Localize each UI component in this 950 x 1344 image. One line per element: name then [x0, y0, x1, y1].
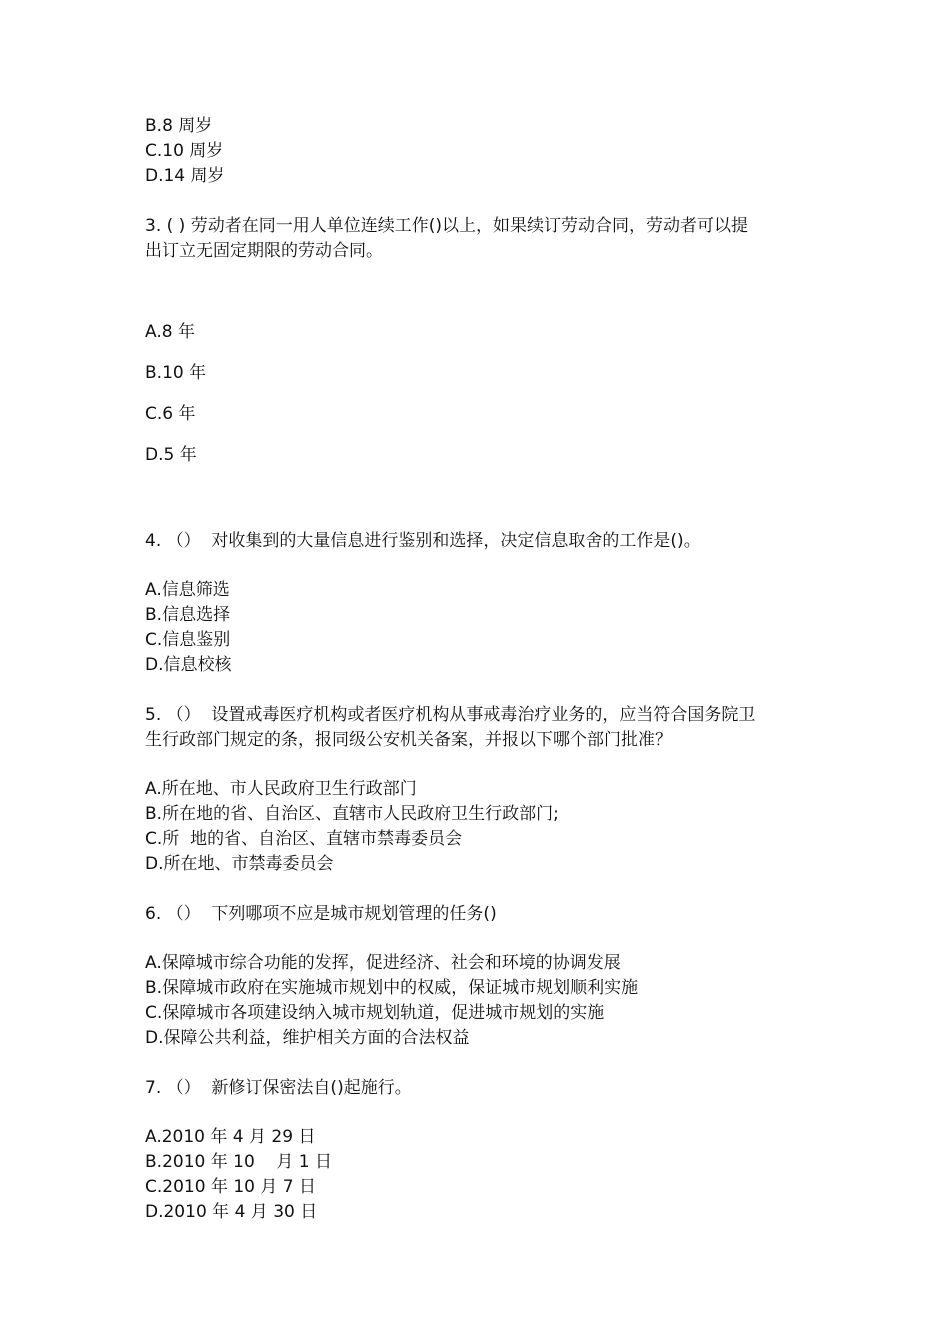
q4-option-a: A.信息筛选 [145, 580, 230, 600]
q5-stem-line2: 生行政部门规定的条，报同级公安机关备案，并报以下哪个部门批准？ [145, 730, 672, 750]
q2-option-c: C.10 周岁 [145, 141, 224, 161]
q5-option-a: A.所在地、市人民政府卫生行政部门 [145, 779, 417, 799]
q2-option-d: D.14 周岁 [145, 166, 225, 186]
q3-option-b: B.10 年 [145, 363, 207, 383]
q7-option-d: D.2010 年 4 月 30 日 [145, 1202, 318, 1222]
q5-option-c: C.所 地的省、自治区、直辖市禁毒委员会 [145, 829, 463, 849]
q3-option-a: A.8 年 [145, 322, 195, 342]
q5-option-d: D.所在地、市禁毒委员会 [145, 854, 334, 874]
q3-option-c: C.6 年 [145, 404, 196, 424]
q4-option-b: B.信息选择 [145, 605, 231, 625]
q5-stem-line1: 5. （） 设置戒毒医疗机构或者医疗机构从事戒毒治疗业务的，应当符合国务院卫 [145, 705, 756, 725]
q7-option-c: C.2010 年 10 月 7 日 [145, 1177, 317, 1197]
q6-option-c: C.保障城市各项建设纳入城市规划轨道，促进城市规划的实施 [145, 1003, 605, 1023]
q6-option-d: D.保障公共利益，维护相关方面的合法权益 [145, 1028, 470, 1048]
q3-stem-line2: 出订立无固定期限的劳动合同。 [145, 241, 383, 261]
q6-option-b: B.保障城市政府在实施城市规划中的权威，保证城市规划顺利实施 [145, 978, 639, 998]
q4-stem: 4. （） 对收集到的大量信息进行鉴别和选择，决定信息取舍的工作是()。 [145, 531, 701, 551]
q7-option-a: A.2010 年 4 月 29 日 [145, 1127, 316, 1147]
q3-stem-line1: 3. ( ) 劳动者在同一用人单位连续工作()以上，如果续订劳动合同，劳动者可以提 [145, 216, 748, 236]
q7-stem: 7. （） 新修订保密法自()起施行。 [145, 1078, 412, 1098]
q2-option-b: B.8 周岁 [145, 116, 213, 136]
q3-option-d: D.5 年 [145, 445, 197, 465]
q7-option-b: B.2010 年 10 月 1 日 [145, 1152, 333, 1172]
q4-option-d: D.信息校核 [145, 655, 232, 675]
q4-option-c: C.信息鉴别 [145, 630, 231, 650]
q6-option-a: A.保障城市综合功能的发挥，促进经济、社会和环境的协调发展 [145, 953, 621, 973]
q5-option-b: B.所在地的省、自治区、直辖市人民政府卫生行政部门; [145, 804, 559, 824]
q6-stem: 6. （） 下列哪项不应是城市规划管理的任务() [145, 904, 497, 924]
